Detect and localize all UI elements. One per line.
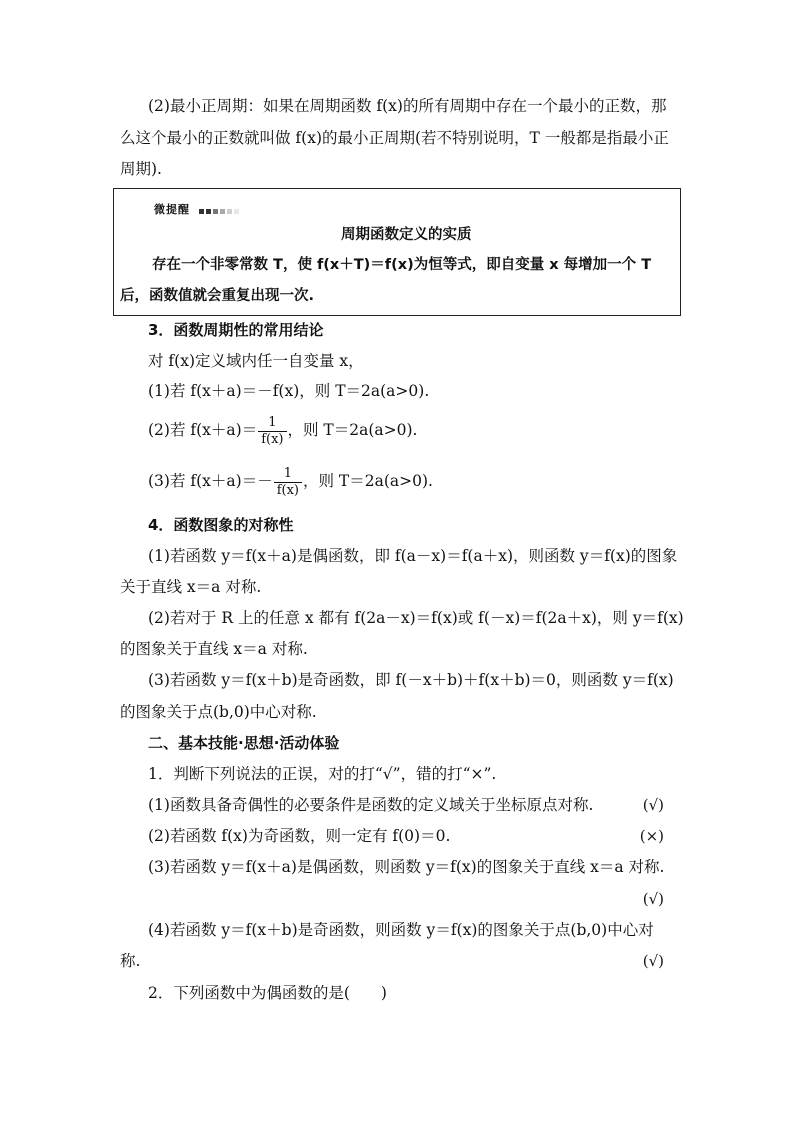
paragraph-line: 的图象关于直线 x＝a 对称. (120, 640, 308, 658)
section-heading: 4．函数图象的对称性 (148, 516, 294, 534)
section-heading: 3．函数周期性的常用结论 (148, 321, 324, 339)
statement-line: (4)若函数 y＝f(x＋b)是奇函数，则函数 y＝f(x)的图象关于点(b,0)中心对 (148, 921, 654, 939)
question-line: 1．判断下列说法的正误，对的打“√”，错的打“×”. (148, 765, 497, 783)
tip-text: 后，函数值就会重复出现一次. (120, 288, 315, 304)
tip-label: 微提醒 (154, 201, 241, 217)
answer-mark: (√) (642, 796, 664, 814)
answer-mark: (×) (639, 827, 664, 845)
statement-line: (2)若函数 f(x)为奇函数，则一定有 f(0)＝0. (148, 827, 451, 845)
decorative-dots-icon (199, 204, 241, 217)
answer-mark: (√) (642, 952, 664, 970)
question-line: 2．下列函数中为偶函数的是( ) (148, 984, 387, 1002)
paragraph-line: (2)若对于 R 上的任意 x 都有 f(2a－x)＝f(x)或 f(－x)＝f(2a＋x)，则 y＝f(x) (148, 609, 684, 627)
fraction: $\frac{1}{f(x)}$ (258, 415, 286, 448)
section-heading: 二、基本技能·思想·活动体验 (148, 734, 340, 752)
formula-line: (3)若 f(x＋a)＝－ $\frac{1}{f(x)}$ ，则 T＝2a(a>0). (148, 465, 433, 498)
paragraph-line: 对 f(x)定义域内任一自变量 x， (148, 352, 364, 370)
formula-line: (1)若 f(x＋a)＝－f(x)，则 T＝2a(a>0). (148, 382, 430, 400)
paragraph-line: (1)若函数 y＝f(x＋a)是偶函数，即 f(a－x)＝f(a＋x)，则函数 y＝f(x)的图象 (148, 547, 678, 565)
statement-line: (1)函数具备奇偶性的必要条件是函数的定义域关于坐标原点对称. (148, 796, 594, 814)
answer-mark: (√) (642, 890, 664, 908)
tip-box (113, 188, 681, 316)
paragraph-line: 周期). (120, 160, 162, 178)
tip-title: 周期函数定义的实质 (341, 227, 472, 243)
paragraph-line: 关于直线 x＝a 对称. (120, 578, 262, 596)
paragraph-line: 么这个最小的正数就叫做 f(x)的最小正周期(若不特别说明，T 一般都是指最小正 (120, 129, 669, 147)
paragraph-line: (2)最小正周期：如果在周期函数 f(x)的所有周期中存在一个最小的正数，那 (148, 97, 667, 115)
tip-text: 存在一个非零常数 T，使 f(x＋T)＝f(x)为恒等式，即自变量 x 每增加一个 T (152, 257, 652, 273)
paragraph-line: 的图象关于点(b,0)中心对称. (120, 703, 317, 721)
formula-line: (2)若 f(x＋a)＝ $\frac{1}{f(x)}$ ，则 T＝2a(a>0). (148, 414, 418, 447)
statement-line: (3)若函数 y＝f(x＋a)是偶函数，则函数 y＝f(x)的图象关于直线 x＝a 对称. (148, 858, 665, 876)
statement-line: 称. (120, 952, 141, 970)
paragraph-line: (3)若函数 y＝f(x＋b)是奇函数，即 f(－x＋b)＋f(x＋b)＝0，则函数 y＝f(x) (148, 671, 674, 689)
fraction: $\frac{1}{f(x)}$ (274, 466, 302, 499)
